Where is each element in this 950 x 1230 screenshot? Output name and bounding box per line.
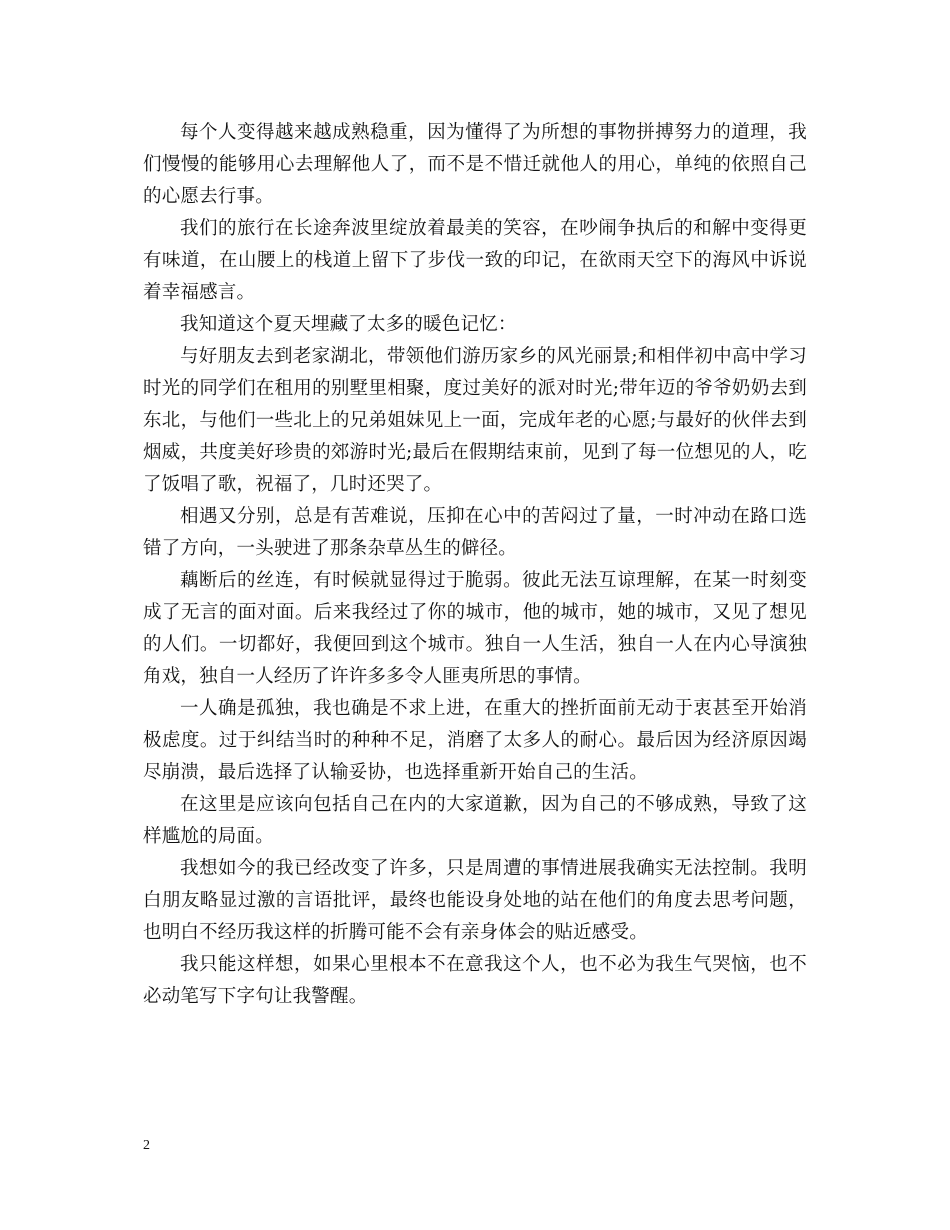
body-text <box>143 117 807 1013</box>
paragraph: 我只能这样想，如果心里根本不在意我这个人，也不必为我生气哭恼，也不必动笔写下字句让我警醒。 <box>143 954 807 1007</box>
paragraph: 每个人变得越来越成熟稳重，因为懂得了为所想的事物拼搏努力的道理，我们慢慢的能够用心去理解他人了，而不是不惜迁就他人的用心，单纯的依照自己的心愿去行事。 <box>143 122 807 207</box>
paragraph: 我们的旅行在长途奔波里绽放着最美的笑容，在吵闹争执后的和解中变得更有味道，在山腰上的栈道上留下了步伐一致的印记，在欲雨天空下的海风中诉说着幸福感言。 <box>143 218 807 303</box>
paragraph: 我知道这个夏天埋藏了太多的暖色记忆： <box>180 314 517 335</box>
paragraph: 一人确是孤独，我也确是不求上进，在重大的挫折面前无动于衷甚至开始消极虑度。过于纠结当时的种种不足，消磨了太多人的耐心。最后因为经济原因竭尽崩溃，最后选择了认输妥协，也选择重新开始自己的生活。 <box>143 698 807 783</box>
paragraph: 相遇又分别，总是有苦难说，压抑在心中的苦闷过了量，一时冲动在路口选错了方向，一头驶进了那条杂草丛生的僻径。 <box>143 506 807 559</box>
page-number: 2 <box>143 1138 150 1153</box>
paragraph: 藕断后的丝连，有时候就显得过于脆弱。彼此无法互谅理解，在某一时刻变成了无言的面对面。后来我经过了你的城市，他的城市，她的城市，又见了想见的人们。一切都好，我便回到这个城市。独自一人生活，独自一人在内心导演独角戏，独自一人经历了许许多多令人匪夷所思的事情。 <box>143 570 807 687</box>
paragraph: 与好朋友去到老家湖北，带领他们游历家乡的风光丽景;和相伴初中高中学习时光的同学们在租用的别墅里相聚，度过美好的派对时光;带年迈的爷爷奶奶去到东北，与他们一些北上的兄弟姐妹见上一面，完成年老的心愿;与最好的伙伴去到烟威，共度美好珍贵的郊游时光;最后在假期结束前，见到了每一位想见的人，吃了饭唱了歌，祝福了，几时还哭了。 <box>143 346 807 495</box>
paragraph: 在这里是应该向包括自己在内的大家道歉，因为自己的不够成熟，导致了这样尴尬的局面。 <box>143 794 807 847</box>
paragraph: 我想如今的我已经改变了许多，只是周遭的事情进展我确实无法控制。我明白朋友略显过激的言语批评，最终也能设身处地的站在他们的角度去思考问题，也明白不经历我这样的折腾可能不会有亲身体会的贴近感受。 <box>143 858 807 943</box>
